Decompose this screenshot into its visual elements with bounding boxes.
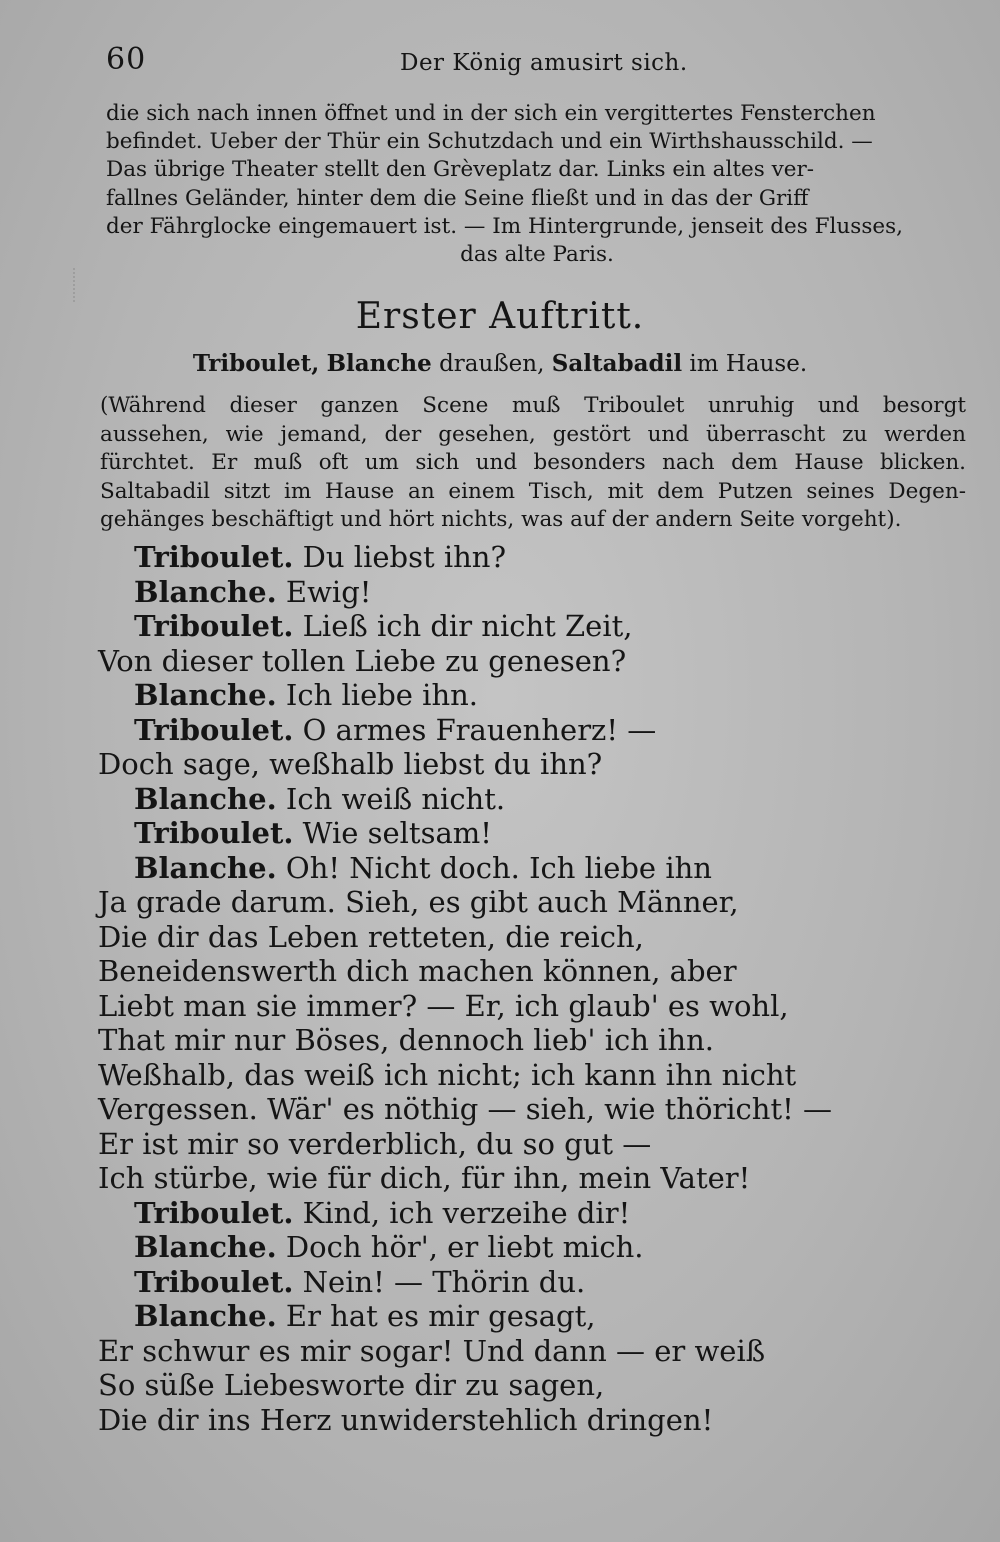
verse-line — [98, 1403, 958, 1438]
verse-text: So süße Liebesworte dir zu sagen, — [98, 1368, 605, 1402]
verse-line — [98, 954, 958, 989]
speaker-name: Blanche. — [134, 850, 277, 885]
verse-line — [98, 851, 958, 886]
verse-text: Er schwur es mir sogar! Und dann — er weiß — [98, 1333, 766, 1368]
speaker-name: Blanche. — [134, 781, 277, 816]
speaker-name: Triboulet. — [134, 1264, 294, 1299]
verse-text: Doch hör', er liebt mich. — [285, 1230, 644, 1264]
verse-line — [98, 747, 958, 782]
verse-text: Beneidenswerth dich machen können, aber — [98, 954, 737, 988]
verse-line — [98, 609, 958, 644]
verse-line — [98, 1299, 958, 1334]
verse-line — [98, 713, 958, 748]
verse-line — [98, 540, 958, 575]
verse-text: Er hat es mir gesagt, — [285, 1299, 596, 1333]
scene-direction-line: Saltabadil sitzt im Hause an einem Tisch, mit dem Putzen seines Degen- — [100, 478, 966, 504]
speaker-name: Blanche. — [134, 574, 277, 609]
verse-line — [98, 920, 958, 955]
cast-name: Triboulet, — [192, 350, 320, 377]
verse-line — [98, 1368, 958, 1403]
speaker-name: Blanche. — [134, 1299, 277, 1333]
verse-text: That mir nur Böses, dennoch lieb' ich ihn. — [98, 1023, 715, 1057]
dialogue — [98, 540, 958, 1437]
verse-line — [98, 1127, 958, 1162]
verse-text: Ließ ich dir nicht Zeit, — [302, 609, 633, 643]
cast-list — [0, 350, 1000, 377]
verse-text: O armes Frauenherz! — — [302, 712, 657, 747]
cast-name: Saltabadil — [551, 350, 683, 377]
stage-direction-line: die sich nach innen öffnet und in der sich ein vergittertes Fensterchen — [106, 101, 876, 126]
verse-text: Vergessen. Wär' es nöthig — sieh, wie thöricht! — — [98, 1092, 832, 1126]
speaker-name: Triboulet. — [134, 712, 294, 747]
verse-line — [98, 885, 958, 920]
scene-direction-line: fürchtet. Er muß oft um sich und besonders nach dem Hause blicken. — [100, 450, 966, 475]
verse-line — [98, 1196, 958, 1231]
verse-line — [98, 1230, 958, 1265]
verse-text: Ja grade darum. Sieh, es gibt auch Männer, — [98, 885, 739, 919]
cast-note: draußen, — [439, 351, 545, 377]
verse-text: Ewig! — [285, 574, 372, 609]
verse-line — [98, 575, 958, 610]
speaker-name: Blanche. — [134, 678, 277, 712]
cast-note: im Hause. — [689, 351, 808, 377]
verse-text: Weßhalb, das weiß ich nicht; ich kann ihn nicht — [98, 1057, 797, 1092]
scene-direction-line: gehänges beschäftigt und hört nichts, was auf der andern Seite vorgeht). — [100, 507, 902, 532]
verse-line — [98, 644, 958, 679]
cast-name: Blanche — [326, 350, 432, 377]
verse-line — [98, 782, 958, 817]
verse-line — [98, 1023, 958, 1058]
scene-title: Erster Auftritt. — [355, 296, 645, 337]
verse-line — [98, 1161, 958, 1196]
verse-text: Du liebst ihn? — [302, 540, 507, 574]
scene-direction-line: aussehen, wie jemand, der gesehen, gestört und überrascht zu werden — [100, 421, 966, 447]
verse-text: Von dieser tollen Liebe zu genesen? — [98, 643, 627, 678]
stage-direction-line: Das übrige Theater stellt den Grèveplatz dar. Links ein altes ver- — [106, 157, 814, 183]
page-number: 60 — [106, 42, 147, 77]
scene-direction — [100, 392, 966, 535]
verse-line — [98, 989, 958, 1024]
verse-line — [98, 816, 958, 851]
verse-text: Nein! — Thörin du. — [302, 1264, 586, 1299]
verse-text: Die dir ins Herz unwiderstehlich dringen! — [98, 1402, 714, 1437]
verse-text: Ich weiß nicht. — [285, 781, 506, 816]
verse-text: Ich liebe ihn. — [285, 678, 479, 712]
stage-direction-line: befindet. Ueber der Thür ein Schutzdach und ein Wirthshausschild. — — [106, 129, 873, 155]
verse-line — [98, 678, 958, 713]
verse-text: Kind, ich verzeihe dir! — [302, 1195, 631, 1230]
speaker-name: Triboulet. — [134, 540, 294, 574]
stage-direction-line: fallnes Geländer, hinter dem die Seine fließt und in das der Griff — [106, 185, 809, 211]
verse-text: Ich stürbe, wie für dich, für ihn, mein Vater! — [98, 1161, 751, 1195]
speaker-name: Blanche. — [134, 1230, 277, 1264]
verse-text: Er ist mir so verderblich, du so gut — — [98, 1126, 652, 1161]
speaker-name: Triboulet. — [134, 816, 294, 850]
verse-line — [98, 1334, 958, 1369]
stage-direction-line: der Fährglocke eingemauert ist. — Im Hintergrunde, jenseit des Flusses, — [106, 213, 903, 239]
stage-direction-last-line: das alte Paris. — [460, 242, 614, 268]
verse-line — [98, 1265, 958, 1300]
speaker-name: Triboulet. — [134, 1195, 294, 1230]
verse-line — [98, 1058, 958, 1093]
verse-text: Doch sage, weßhalb liebst du ihn? — [98, 747, 603, 781]
stage-direction — [106, 100, 968, 269]
verse-text: Die dir das Leben retteten, die reich, — [98, 919, 644, 954]
page-header — [0, 42, 1000, 86]
scene-direction-line: (Während dieser ganzen Scene muß Triboulet unruhig und besorgt — [100, 393, 966, 418]
verse-text: Oh! Nicht doch. Ich liebe ihn — [285, 850, 712, 885]
verse-line — [98, 1092, 958, 1127]
running-title: Der König amusirt sich. — [400, 50, 688, 76]
speaker-name: Triboulet. — [134, 609, 294, 643]
verse-text: Liebt man sie immer? — Er, ich glaub' es wohl, — [98, 988, 789, 1023]
verse-text: Wie seltsam! — [302, 816, 492, 850]
